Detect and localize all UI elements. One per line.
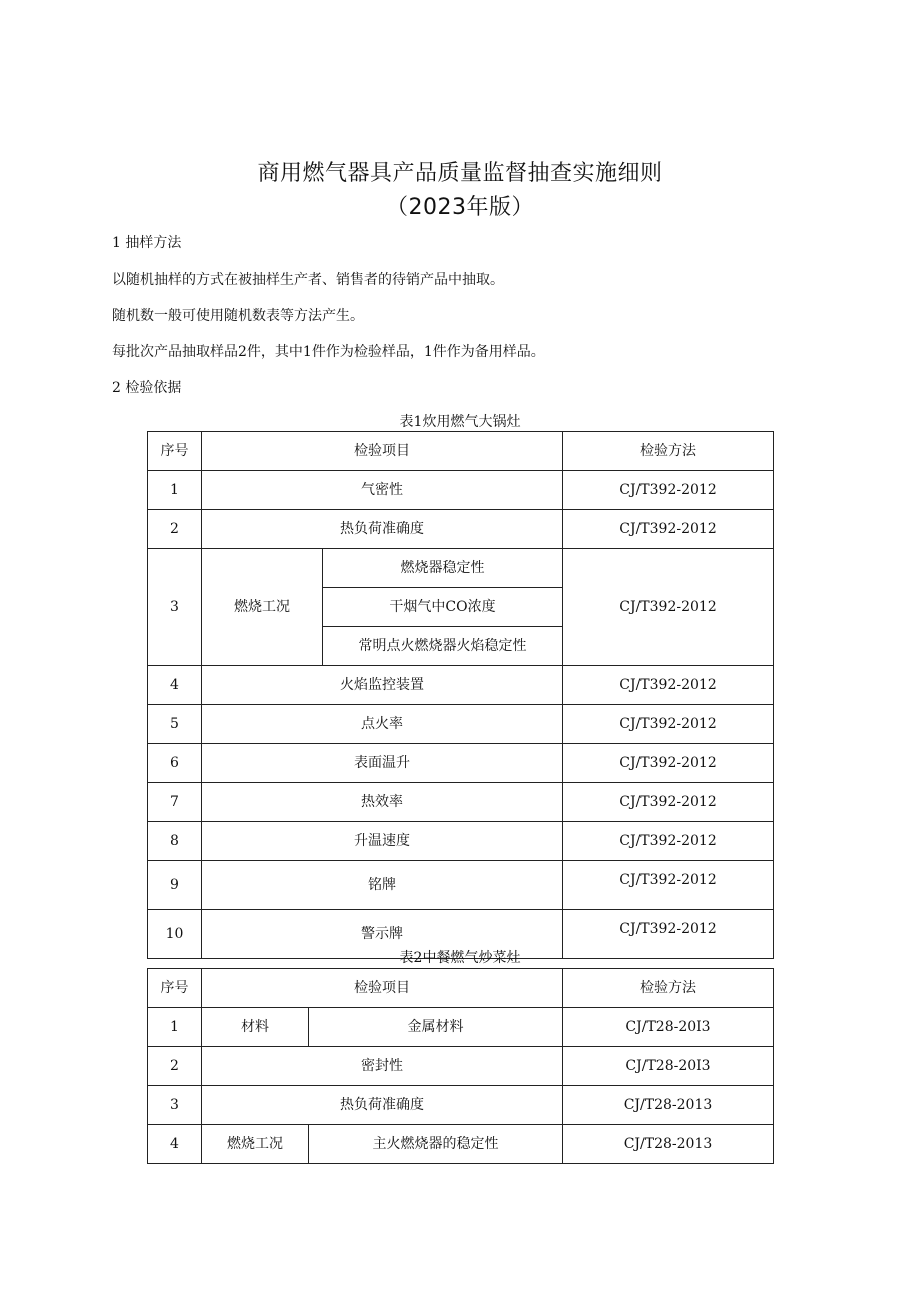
table-row (148, 1125, 774, 1164)
row-subitem: 燃烧器稳定性 (323, 549, 563, 588)
row-method: CJ/T392-2012 (563, 822, 774, 861)
table-row (148, 822, 774, 861)
section-heading-basis: 2 检验依据 (112, 380, 182, 396)
table-row (148, 783, 774, 822)
table-row (148, 1008, 774, 1047)
document-title: 商用燃气器具产品质量监督抽查实施细则 (257, 161, 663, 186)
row-no: 1 (148, 471, 202, 510)
row-subitem: 常明点火燃烧器火焰稳定性 (323, 627, 563, 666)
row-no: 4 (148, 1125, 202, 1164)
row-method: CJ/T392-2012 (563, 549, 774, 666)
row-no: 2 (148, 510, 202, 549)
row-item: 气密性 (202, 471, 563, 510)
row-method: CJ/T28-20I3 (563, 1008, 774, 1047)
row-no: 9 (148, 861, 202, 910)
section-heading-sampling: 1 抽样方法 (112, 235, 182, 251)
document-subtitle: （2023年版） (386, 195, 534, 220)
row-item: 密封性 (202, 1047, 563, 1086)
table-row (148, 1086, 774, 1125)
header-item: 检验项目 (202, 432, 563, 471)
row-no: 8 (148, 822, 202, 861)
row-no: 6 (148, 744, 202, 783)
paragraph-sample-quantity: 每批次产品抽取样品2件，其中1件作为检验样品，1件作为备用样品。 (112, 344, 545, 360)
row-method: CJ/T392-2012 (563, 705, 774, 744)
row-group: 材料 (202, 1008, 309, 1047)
row-item: 铭牌 (202, 861, 563, 910)
header-no: 序号 (148, 432, 202, 471)
table-row (148, 1047, 774, 1086)
row-method: CJ/T392-2012 (563, 861, 774, 910)
table-row (148, 471, 774, 510)
header-no: 序号 (148, 969, 202, 1008)
row-method: CJ/T28-20I3 (563, 1047, 774, 1086)
row-group: 燃烧工况 (202, 1125, 309, 1164)
table-header-row (148, 432, 774, 471)
table-row (148, 861, 774, 910)
paragraph-sampling-method: 以随机抽样的方式在被抽样生产者、销售者的待销产品中抽取。 (112, 272, 504, 288)
table2 (147, 968, 774, 1164)
row-no: 2 (148, 1047, 202, 1086)
row-no: 4 (148, 666, 202, 705)
header-method: 检验方法 (563, 432, 774, 471)
header-item: 检验项目 (202, 969, 563, 1008)
table1 (147, 431, 774, 959)
table1-caption: 表1炊用燃气大锅灶 (399, 414, 521, 430)
row-no: 3 (148, 549, 202, 666)
row-method: CJ/T392-2012 (563, 510, 774, 549)
row-no: 5 (148, 705, 202, 744)
row-no: 7 (148, 783, 202, 822)
row-no: 3 (148, 1086, 202, 1125)
row-item: 点火率 (202, 705, 563, 744)
row-item: 升温速度 (202, 822, 563, 861)
row-item: 表面温升 (202, 744, 563, 783)
row-no: 1 (148, 1008, 202, 1047)
row-item: 主火燃烧器的稳定性 (309, 1125, 563, 1164)
row-item: 金属材料 (309, 1008, 563, 1047)
table-header-row (148, 969, 774, 1008)
row-method: CJ/T392-2012 (563, 783, 774, 822)
row-method: CJ/T28-2013 (563, 1125, 774, 1164)
row-item: 热负荷准确度 (202, 1086, 563, 1125)
row-item: 火焰监控装置 (202, 666, 563, 705)
row-method: CJ/T392-2012 (563, 744, 774, 783)
header-method: 检验方法 (563, 969, 774, 1008)
table2-caption: 表2中餐燃气炒菜灶 (399, 950, 521, 966)
table-row (148, 744, 774, 783)
row-method: CJ/T392-2012 (563, 666, 774, 705)
row-no: 10 (148, 910, 202, 959)
row-item: 警示牌 (202, 910, 563, 959)
table-row (148, 666, 774, 705)
table-row (148, 549, 774, 588)
paragraph-random-number: 随机数一般可使用随机数表等方法产生。 (112, 308, 364, 324)
row-method: CJ/T392-2012 (563, 471, 774, 510)
row-item: 热负荷准确度 (202, 510, 563, 549)
row-subitem: 干烟气中CO浓度 (323, 588, 563, 627)
row-method: CJ/T392-2012 (563, 910, 774, 959)
row-method: CJ/T28-2013 (563, 1086, 774, 1125)
row-item: 热效率 (202, 783, 563, 822)
table-row (148, 705, 774, 744)
row-group: 燃烧工况 (202, 549, 323, 666)
table-row (148, 510, 774, 549)
